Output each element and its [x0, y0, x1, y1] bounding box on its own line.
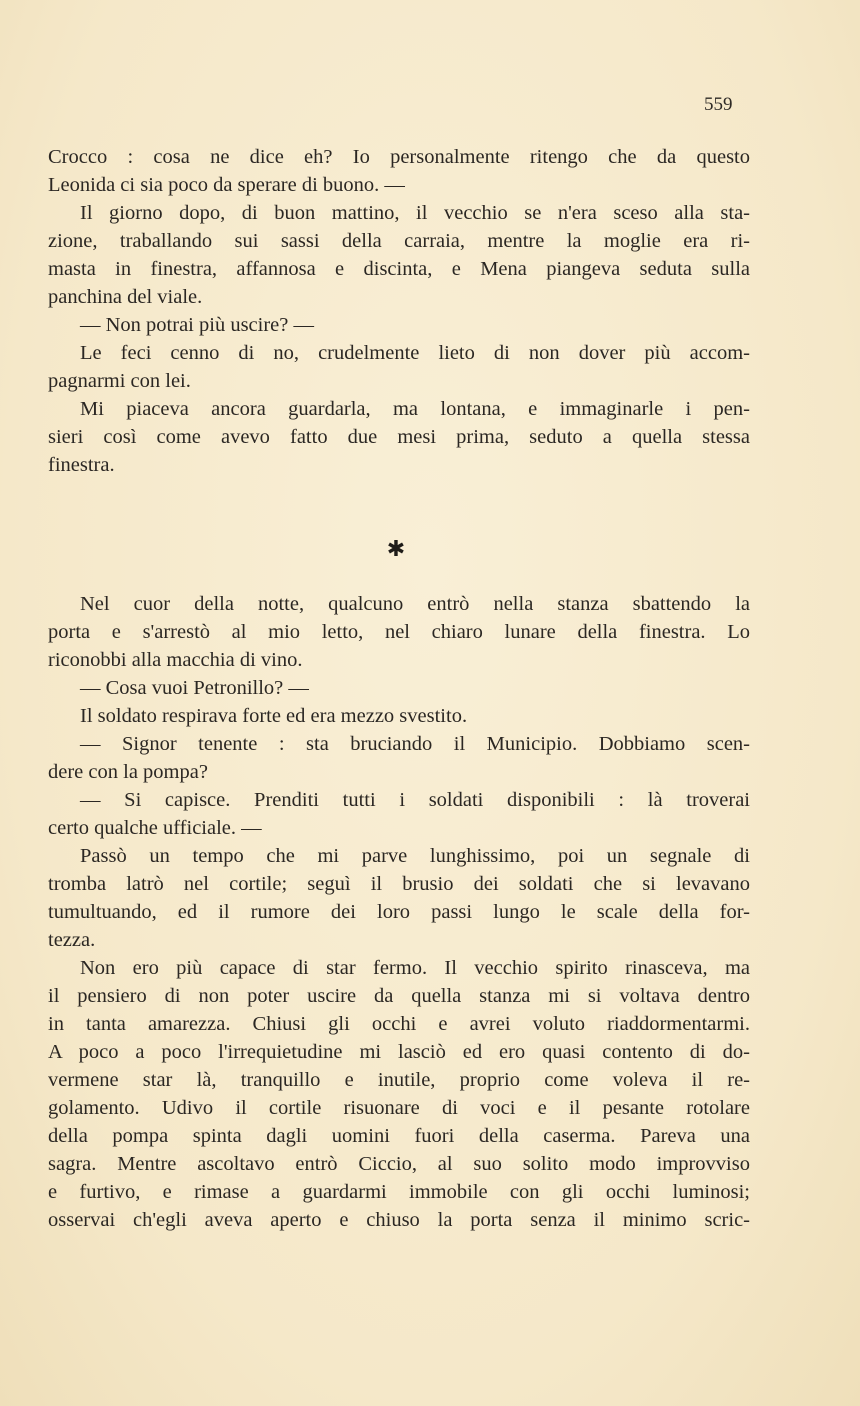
text-line: A poco a poco l'irrequietudine mi lasciò ed ero quasi contento di do-: [48, 1041, 750, 1063]
text-line: Non ero più capace di star fermo. Il vecchio spirito rinasceva, ma: [80, 957, 750, 979]
text-line: osservai ch'egli aveva aperto e chiuso la porta senza il minimo scric-: [48, 1209, 750, 1231]
text-line: Il soldato respirava forte ed era mezzo svestito.: [80, 705, 468, 727]
text-line: Nel cuor della notte, qualcuno entrò nella stanza sbattendo la: [80, 593, 750, 615]
text-line: Le feci cenno di no, crudelmente lieto di non dover più accom-: [80, 342, 750, 364]
text-line: golamento. Udivo il cortile risuonare di voci e il pesante rotolare: [48, 1097, 750, 1119]
page-number: 559: [704, 94, 733, 115]
text-line: Il giorno dopo, di buon mattino, il vecchio se n'era sceso alla sta-: [80, 202, 750, 224]
text-line: Mi piaceva ancora guardarla, ma lontana, e immaginarle i pen-: [80, 398, 750, 420]
text-line: sagra. Mentre ascoltavo entrò Ciccio, al suo solito modo improvviso: [48, 1153, 750, 1175]
text-line: — Non potrai più uscire? —: [80, 314, 314, 336]
text-block-top: [48, 143, 750, 479]
text-line: porta e s'arrestò al mio letto, nel chiaro lunare della finestra. Lo: [48, 621, 750, 643]
text-line: della pompa spinta dagli uomini fuori della caserma. Pareva una: [48, 1125, 750, 1147]
text-line: vermene star là, tranquillo e inutile, proprio come voleva il re-: [48, 1069, 750, 1091]
text-line: certo qualche ufficiale. —: [48, 817, 262, 839]
text-line: tumultuando, ed il rumore dei loro passi lungo le scale della for-: [48, 901, 750, 923]
text-line: panchina del viale.: [48, 286, 203, 308]
text-line: Passò un tempo che mi parve lunghissimo, poi un segnale di: [80, 845, 750, 867]
text-line: masta in finestra, affannosa e discinta, e Mena piangeva seduta sulla: [48, 258, 750, 280]
text-line: pagnarmi con lei.: [48, 370, 191, 392]
text-line: riconobbi alla macchia di vino.: [48, 649, 303, 671]
text-line: — Si capisce. Prenditi tutti i soldati disponibili : là troverai: [80, 789, 750, 811]
text-line: tezza.: [48, 929, 96, 951]
text-line: e furtivo, e rimase a guardarmi immobile con gli occhi luminosi;: [48, 1181, 750, 1203]
text-line: Crocco : cosa ne dice eh? Io personalmente ritengo che da questo: [48, 146, 750, 168]
text-line: sieri così come avevo fatto due mesi prima, seduto a quella stessa: [48, 426, 750, 448]
text-line: in tanta amarezza. Chiusi gli occhi e avrei voluto riaddormentarmi.: [48, 1013, 750, 1035]
text-line: finestra.: [48, 454, 115, 476]
text-line: dere con la pompa?: [48, 761, 208, 783]
text-line: zione, traballando sui sassi della carraia, mentre la moglie era ri-: [48, 230, 750, 252]
text-line: tromba latrò nel cortile; seguì il brusio dei soldati che si levavano: [48, 873, 750, 895]
text-line: il pensiero di non poter uscire da quella stanza mi si voltava dentro: [48, 985, 750, 1007]
section-separator-asterisk: ✱: [386, 537, 406, 562]
text-line: — Cosa vuoi Petronillo? —: [80, 677, 309, 699]
text-block-bottom: [48, 590, 750, 1234]
text-line: Leonida ci sia poco da sperare di buono. —: [48, 174, 405, 196]
text-line: — Signor tenente : sta bruciando il Municipio. Dobbiamo scen-: [80, 733, 750, 755]
